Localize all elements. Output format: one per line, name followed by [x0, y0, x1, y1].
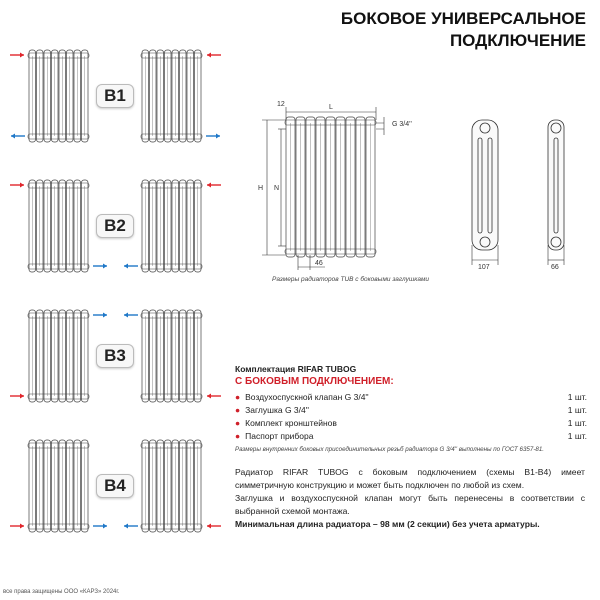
description-p2: Заглушка и воздухоспускной клапан могут быть перенесены в соответствии с выбранной схемой монтажа. — [235, 493, 585, 516]
dim-107: 107 — [478, 264, 490, 271]
flow-arrow-icon — [124, 524, 138, 529]
radiator-right — [141, 310, 202, 402]
kit-item-qty: 1 шт. — [567, 417, 587, 428]
flow-arrow-icon — [10, 394, 24, 399]
description-p1: Радиатор RIFAR TUBOG с боковым подключением (схемы B1-B4) имеет симметричную конструкцию и может быть подключен по любой из схем. — [235, 467, 585, 490]
copyright: все права защищены ООО «КАРЗ» 2024г. — [3, 589, 120, 595]
dim-N: N — [274, 185, 280, 192]
kit-item-qty: 1 шт. — [567, 430, 587, 441]
kit-title: Комплектация RIFAR TUBOG — [235, 364, 357, 374]
bullet-icon: ● — [235, 404, 241, 415]
title-line-1: БОКОВОЕ УНИВЕРСАЛЬНОЕ — [340, 9, 586, 28]
kit-item-name: Заглушка G 3/4'' — [245, 404, 309, 415]
flow-arrow-icon — [124, 264, 138, 269]
scheme-b1 — [0, 48, 230, 158]
flow-arrow-icon — [207, 183, 221, 188]
flow-arrow-icon — [93, 313, 107, 318]
dim-L: L — [329, 104, 333, 111]
radiator-side-view-66 — [548, 120, 564, 250]
radiator-left — [28, 440, 89, 532]
flow-arrow-icon — [10, 183, 24, 188]
kit-item-name: Воздухоспускной клапан G 3/4'' — [245, 391, 369, 402]
bullet-icon: ● — [235, 430, 241, 441]
flow-arrow-icon — [207, 53, 221, 58]
dimension-drawing — [240, 95, 600, 275]
flow-arrow-icon — [10, 53, 24, 58]
dim-46: 46 — [315, 260, 323, 267]
kit-item-qty: 1 шт. — [567, 391, 587, 402]
radiator-side-view-107 — [472, 120, 498, 250]
scheme-b3 — [0, 308, 230, 418]
description — [235, 466, 585, 531]
title-line-2: ПОДКЛЮЧЕНИЕ — [449, 31, 586, 50]
flow-arrow-icon — [124, 313, 138, 318]
description-p3: Минимальная длина радиатора – 98 мм (2 секции) без учета арматуры. — [235, 519, 540, 529]
thread-label: G 3/4'' — [392, 121, 412, 128]
flow-arrow-icon — [206, 134, 220, 139]
scheme-label: B1 — [96, 84, 134, 108]
scheme-b2 — [0, 178, 230, 288]
drawing-caption: Размеры радиаторов TUB с боковыми заглушками — [272, 276, 430, 283]
kit-item — [235, 403, 587, 416]
bullet-icon: ● — [235, 391, 241, 402]
dim-H: H — [258, 185, 264, 192]
kit-section — [235, 364, 587, 453]
kit-item — [235, 390, 587, 403]
kit-item — [235, 429, 587, 442]
flow-arrow-icon — [207, 524, 221, 529]
dim-66: 66 — [551, 264, 559, 271]
scheme-label: B2 — [96, 214, 134, 238]
scheme-label: B3 — [96, 344, 134, 368]
flow-arrow-icon — [93, 524, 107, 529]
bullet-icon: ● — [235, 417, 241, 428]
radiator-right — [141, 440, 202, 532]
page-title — [341, 8, 586, 52]
flow-arrow-icon — [207, 394, 221, 399]
flow-arrow-icon — [10, 524, 24, 529]
flow-arrow-icon — [93, 264, 107, 269]
radiator-left — [28, 180, 89, 272]
radiator-left — [28, 50, 89, 142]
radiator-left — [28, 310, 89, 402]
kit-item-qty: 1 шт. — [567, 404, 587, 415]
kit-list — [235, 390, 587, 442]
scheme-b4 — [0, 438, 230, 548]
kit-item-name: Паспорт прибора — [245, 430, 314, 441]
kit-subtitle: С БОКОВЫМ ПОДКЛЮЧЕНИЕМ: — [235, 376, 394, 387]
scheme-label: B4 — [96, 474, 134, 498]
dim-12: 12 — [277, 101, 285, 108]
kit-item-name: Комплект кронштейнов — [245, 417, 337, 428]
radiator-right — [141, 50, 202, 142]
radiator-front-view — [285, 117, 376, 257]
kit-note: Размеры внутренних боковых присоединительных резьб радиатора G 3/4'' выполнены по ГОСТ 6357-81. — [235, 446, 544, 453]
radiator-right — [141, 180, 202, 272]
kit-item — [235, 416, 587, 429]
flow-arrow-icon — [11, 134, 25, 139]
